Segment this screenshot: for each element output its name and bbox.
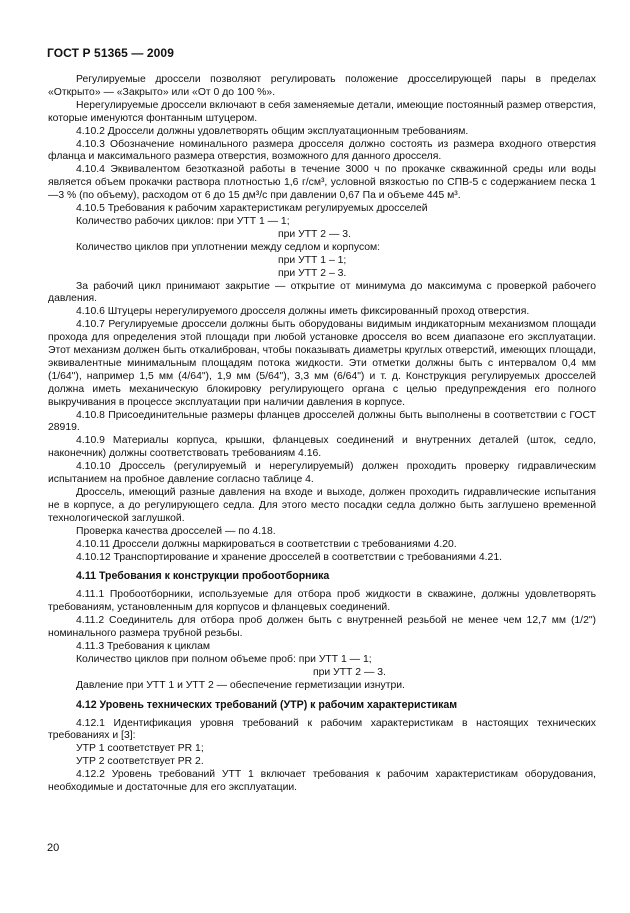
paragraph: УТР 2 соответствует PR 2.	[76, 756, 204, 768]
paragraph: 4.12.1 Идентификация уровня требований к рабочим характеристикам в настоящих технических требованиях и [3]:	[48, 717, 596, 742]
paragraph: 4.10.6 Штуцеры нерегулируемого дросселя должны иметь фиксированный проход отверстия.	[76, 306, 530, 318]
cycles-line: при УТТ 2 — 3.	[278, 228, 351, 240]
paragraph: 4.10.9 Материалы корпуса, крышки, фланцевых соединений и внутренних деталей (шток, седло, наконечник) должны соответствовать требованиям 4.16.	[48, 435, 596, 460]
cycles-line: при УТТ 2 – 3.	[278, 267, 347, 279]
paragraph: Нерегулируемые дроссели включают в себя заменяемые детали, имеющие постоянный размер отверстия, которые именуются фонтанным штуцером.	[48, 99, 596, 124]
paragraph: Регулируемые дроссели позволяют регулировать положение дросселирующей пары в пределах «Открыто» — «Закрыто» или «От 0 до 100 %».	[48, 74, 596, 98]
section-heading-4-11: 4.11 Требования к конструкции пробоотборника	[76, 570, 330, 583]
paragraph: 4.11.2 Соединитель для отбора проб должен быть с внутренней резьбой не менее чем 12,7 мм (1/2") номинального размера трубной резьбы.	[48, 615, 596, 640]
paragraph: УТР 1 соответствует PR 1;	[76, 743, 204, 755]
page-header: ГОСТ Р 51365 — 2009	[47, 46, 174, 60]
paragraph: 4.10.4 Эквивалентом безотказной работы в течение 3000 ч по прокачке скважинной среды или воды является объем прокачки раствора плотностью 1,6 г/см³, условной вязкостью по СПВ-5 с содержанием песка 1—3 % (по объему), расходом от 6 до 15 дм³/с при давлении 0,67 Па и объеме 445 м³.	[48, 164, 596, 202]
paragraph: Проверка качества дросселей — по 4.18.	[76, 525, 276, 537]
cycles-line: при УТТ 1 – 1;	[278, 254, 347, 266]
paragraph: 4.12.2 Уровень требований УТТ 1 включает требования к рабочим характеристикам оборудования, необходимые и достаточные для его эксплуатации.	[48, 769, 596, 794]
paragraph: 4.10.11 Дроссели должны маркироваться в соответствии с требованиями 4.20.	[76, 538, 457, 550]
document-body	[48, 74, 596, 795]
cycles-line: Количество рабочих циклов: при УТТ 1 — 1;	[76, 215, 290, 227]
paragraph: 4.10.5 Требования к рабочим характеристикам регулируемых дросселей	[76, 203, 428, 215]
paragraph: Дроссель, имеющий разные давления на входе и выходе, должен проходить гидравлические испытания не в корпусе, а до регулирующего седла. Для этого место посадки седла должно быть заглушено временной технологической заглушкой.	[48, 487, 596, 524]
paragraph: За рабочий цикл принимают закрытие — открытие от минимума до максимума с проверкой рабочего давления.	[48, 280, 596, 305]
section-heading-4-12: 4.12 Уровень технических требований (УТР) к рабочим характеристикам	[76, 698, 458, 711]
paragraph: 4.10.10 Дроссель (регулируемый и нерегулируемый) должен проходить проверку гидравлическим испытанием на пробное давление согласно таблице 4.	[48, 461, 596, 486]
paragraph: 4.10.12 Транспортирование и хранение дросселей в соответствии с требованиями 4.21.	[76, 551, 502, 563]
paragraph: 4.10.7 Регулируемые дроссели должны быть оборудованы видимым индикаторным механизмом площади прохода для определения этой площади при любой установке дросселя во всем диапазоне его эксплуатации. Этот механизм должен быть откалиброван, чтобы показывать диаметры круглых отверстий, имеющих площади, эквивалентные минимальным площадям потока жидкости. Эти отметки должны быть с интервалом 0,4 мм (1/64"), например 1,5 мм (4/64"), 1,9 мм (5/64"), 3,3 мм (6/64") и т. д. Конструкция регулируемых дросселей должна иметь механическую блокировку регулирующего органа с целью предупреждения его полного выкручивания в процессе эксплуатации при наличии давления в корпусе.	[48, 319, 596, 408]
paragraph: 4.11.1 Пробоотборники, используемые для отбора проб жидкости в скважине, должны удовлетворять требованиям, установленным для корпусов и фланцевых соединений.	[48, 589, 596, 614]
paragraph: 4.10.3 Обозначение номинального размера дросселя должно состоять из размера входного отверстия фланца и максимального размера отверстия, возможного для данного дросселя.	[48, 138, 596, 163]
cycles-line: Количество циклов при полном объеме проб: при УТТ 1 — 1;	[76, 653, 372, 665]
page-number: 20	[47, 842, 60, 854]
paragraph: 4.10.2 Дроссели должны удовлетворять общим эксплуатационным требованиям.	[76, 125, 469, 137]
paragraph: 4.11.3 Требования к циклам	[76, 640, 211, 652]
paragraph: 4.10.8 Присоединительные размеры фланцев дросселей должны быть выполнены в соответствии с ГОСТ 28919.	[48, 409, 596, 434]
paragraph: Давление при УТТ 1 и УТТ 2 — обеспечение герметизации изнутри.	[76, 679, 405, 691]
cycles-line: при УТТ 2 — 3.	[313, 666, 386, 678]
cycles-line: Количество циклов при уплотнении между седлом и корпусом:	[76, 241, 381, 253]
